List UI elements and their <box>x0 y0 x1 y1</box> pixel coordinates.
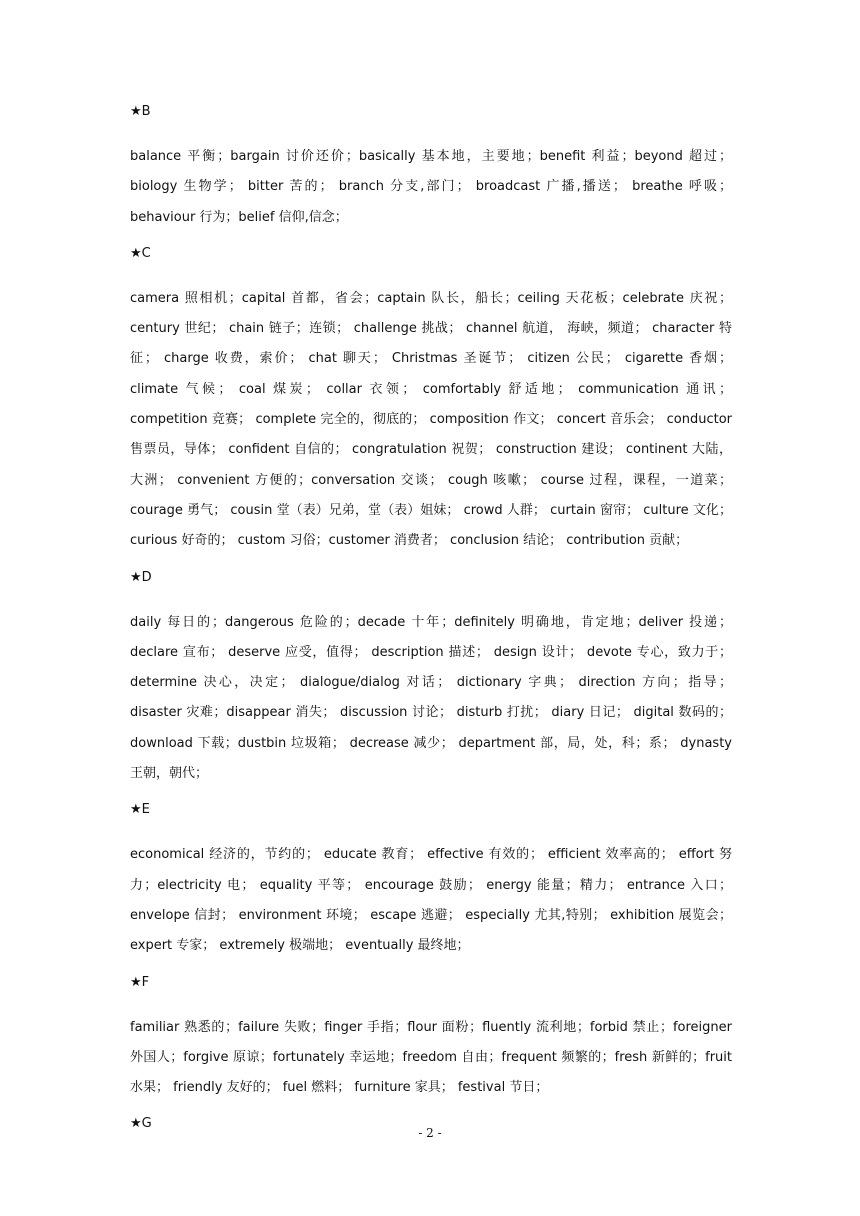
document-body <box>130 102 732 1154</box>
section-heading: ★B <box>130 104 151 119</box>
section-heading: ★C <box>130 245 151 261</box>
vocabulary-paragraph: familiar 熟悉的；failure 失败；finger 手指；flour 面粉；fluently 流利地；forbid 禁止；foreigner 外国人；forgive 原谅；fortunately 幸运地；freedom 自由；frequent 频繁的；fresh 新鲜的；fruit 水果； friendly 友好的； fuel 燃料； furniture 家具； festival 节日； <box>130 1019 732 1096</box>
vocabulary-paragraph: balance 平衡；bargain 讨价还价；basically 基本地，主要地；benefit 利益；beyond 超过；biology 生物学； bitter 苦的； branch 分支,部门； broadcast 广播,播送； breathe 呼吸； behaviour 行为；belief 信仰,信念； <box>130 149 732 225</box>
vocabulary-paragraph: camera 照相机；capital 首都，省会；captain 队长，船长；ceiling 天花板；celebrate 庆祝；century 世纪； chain 链子；连锁； challenge 挑战； channel 航道， 海峡，频道； character 特征； charge 收费，索价； chat 聊天； Christmas 圣诞节； citizen 公民； cigarette 香烟； climate 气候； coal 煤炭； collar 衣领； comfortably 舒适地； communication 通讯； competition 竞赛； complete 完全的，彻底的； composition 作文； concert 音乐会； conductor 售票员，导体； confident 自信的； congratulation 祝贺； construction 建设； continent 大陆， 大洲； convenient 方便的；conversation 交谈； cough 咳嗽； course 过程，课程，一道菜； courage 勇气； cousin 堂（表）兄弟，堂（表）姐妹； crowd 人群； curtain 窗帘； culture 文化； curious 好奇的； custom 习俗；customer 消费者； conclusion 结论； contribution 贡献； <box>130 290 732 549</box>
section-c <box>130 244 732 557</box>
section-f <box>130 973 732 1104</box>
section-heading: ★D <box>130 569 152 585</box>
section-heading: ★G <box>130 1116 152 1132</box>
vocabulary-paragraph: daily 每日的；dangerous 危险的；decade 十年；definitely 明确地，肯定地；deliver 投递；declare 宣布； deserve 应受，值得； description 描述； design 设计； devote 专心，致力于； determine 决心，决定； dialogue/dialog 对话； dictionary 字典； direction 方向；指导； disaster 灾难；disappear 消失； discussion 讨论； disturb 打扰； diary 日记； digital 数码的； download 下载；dustbin 垃圾箱； decrease 减少； department 部，局，处，科；系； dynasty 王朝，朝代； <box>130 614 732 782</box>
page-number: - 2 - <box>418 1126 442 1140</box>
section-heading: ★E <box>130 802 150 818</box>
vocabulary-paragraph: economical 经济的，节约的； educate 教育； effective 有效的； efficient 效率高的； effort 努力；electricity 电； equality 平等； encourage 鼓励； energy 能量；精力； entrance 入口； envelope 信封； environment 环境； escape 逃避； especially 尤其,特别； exhibition 展览会； expert 专家； extremely 极端地； eventually 最终地； <box>130 847 732 954</box>
section-heading: ★F <box>130 974 150 990</box>
section-d <box>130 568 732 790</box>
section-e <box>130 800 732 961</box>
section-b <box>130 102 732 233</box>
